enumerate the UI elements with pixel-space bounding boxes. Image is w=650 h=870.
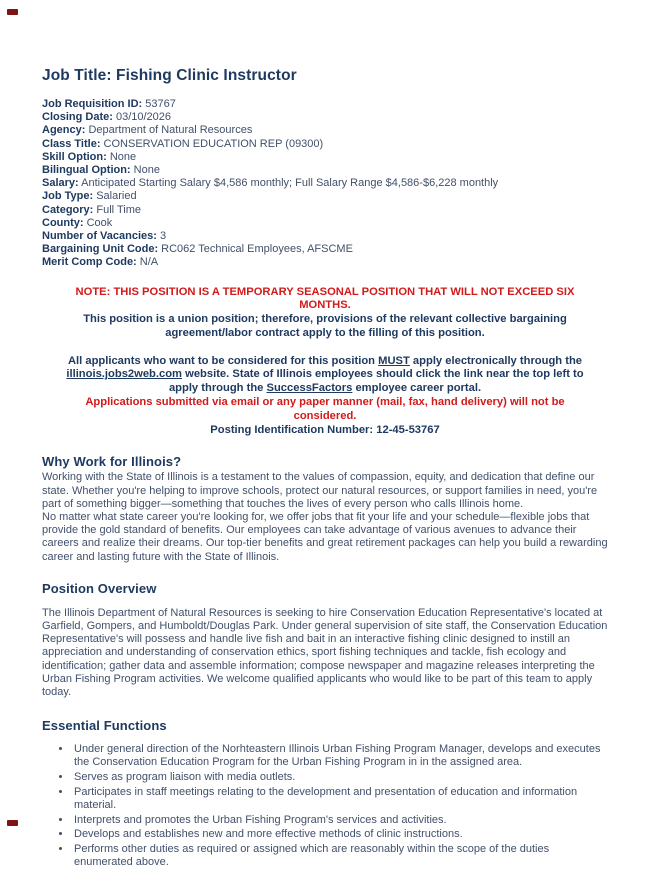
- detail-value: Salaried: [93, 190, 137, 203]
- essential-function-item: • Performs other duties as required or assigned which are reasonably within the scope of the duties enumerated above.: [72, 843, 608, 869]
- detail-line: [42, 164, 608, 177]
- detail-line: [42, 124, 608, 137]
- essential-function-item: • Participates in staff meetings relating to the development and presentation of education and information material.: [72, 786, 608, 812]
- jobs2web-link[interactable]: illinois.jobs2web.com: [66, 368, 183, 381]
- detail-line: [42, 177, 608, 190]
- detail-value: RC062 Technical Employees, AFSCME: [158, 243, 353, 256]
- detail-label: Job Type:: [42, 190, 94, 203]
- detail-line: [42, 138, 608, 151]
- job-details-list: [42, 98, 608, 270]
- spacer: [59, 341, 591, 355]
- detail-label: Merit Comp Code:: [42, 256, 137, 269]
- posting-id-text: Posting Identification Number: 12-45-53767: [210, 423, 440, 436]
- detail-label: County:: [42, 216, 84, 229]
- detail-label: Category:: [42, 203, 94, 216]
- detail-line: [42, 204, 608, 217]
- essential-function-item: • Develops and establishes new and more effective methods of clinic instructions.: [72, 828, 608, 841]
- section-heading-essential-functions: Essential Functions: [42, 718, 167, 734]
- detail-line: [42, 98, 608, 111]
- apply-instructions-text: [59, 355, 591, 396]
- seasonal-note-text: NOTE: THIS POSITION IS A TEMPORARY SEASONAL POSITION THAT WILL NOT EXCEED SIX MONTHS.: [75, 285, 575, 312]
- apply-text-segment: employee career portal.: [352, 382, 482, 395]
- detail-label: Number of Vacancies:: [42, 230, 157, 243]
- detail-label: Bilingual Option:: [42, 164, 131, 177]
- essential-functions-list: [42, 743, 608, 869]
- successfactors-link[interactable]: SuccessFactors: [266, 382, 353, 395]
- detail-value: 03/10/2026: [112, 111, 172, 124]
- union-position-text: This position is a union position; therefore, provisions of the relevant collective bargaining agreement/labor contract apply to the filling of this position.: [83, 313, 567, 340]
- position-overview-paragraph: The Illinois Department of Natural Resources is seeking to hire Conservation Education Representative's located at Garfield, Gompers, and Humboldt/Douglas Park. Under general supervision of site staff, the Conservation Education Representative's will possess and handle live fish and bait in an interactive fishing clinic designed to instill an appreciation and understanding of conservation ethics, sport fishing techniques and tackle, fish ecology and identification; gather data and assemble information; compose newspaper and magazine releases interpreting the Urban Fishing Program activities. We welcome qualified applicants who would like to be part of this team to apply today.: [42, 606, 608, 699]
- must-emphasis: MUST: [378, 354, 410, 367]
- detail-value: CONSERVATION EDUCATION REP (09300): [100, 137, 324, 150]
- no-paper-applications-text: Applications submitted via email or any paper manner (mail, fax, hand delivery) will not be considered.: [85, 396, 565, 422]
- section-heading-position-overview: Position Overview: [42, 580, 157, 596]
- page-title: Job Title: Fishing Clinic Instructor: [42, 67, 297, 84]
- section-heading-why-work: Why Work for Illinois?: [42, 454, 182, 470]
- detail-value: None: [106, 150, 137, 163]
- page-corner-mark-bottom: [7, 820, 18, 826]
- detail-value: None: [130, 164, 160, 177]
- detail-line: [42, 230, 608, 243]
- detail-label: Skill Option:: [42, 150, 107, 163]
- detail-line: [42, 243, 608, 256]
- apply-text-segment: apply electronically through the: [409, 354, 583, 367]
- page-corner-mark-top: [7, 9, 18, 15]
- detail-label: Job Requisition ID:: [42, 98, 143, 110]
- detail-value: 53767: [142, 98, 176, 110]
- why-work-paragraph-1: Working with the State of Illinois is a testament to the values of compassion, equity, and dedication that define our state. Whether you're helping to improve schools, protect our natural resources, or support families in need, you're part of something bigger—something that touches the lives of every person who calls Illinois home.: [42, 471, 598, 510]
- detail-value: Anticipated Starting Salary $4,586 monthly; Full Salary Range $4,586-$6,228 monthly: [78, 177, 499, 190]
- detail-label: Closing Date:: [42, 111, 113, 124]
- detail-line: [42, 217, 608, 230]
- detail-line: [42, 190, 608, 203]
- detail-label: Agency:: [42, 124, 86, 137]
- essential-function-item: • Serves as program liaison with media outlets.: [72, 771, 608, 784]
- detail-label: Bargaining Unit Code:: [42, 243, 159, 256]
- detail-value: 3: [156, 230, 167, 243]
- detail-line: [42, 151, 608, 164]
- detail-line: [42, 111, 608, 124]
- detail-value: Full Time: [93, 203, 142, 216]
- essential-function-item: • Under general direction of the Norhteastern Illinois Urban Fishing Program Manager, develops and executes the Conservation Education Program for the Urban Fishing Program in in the assigned area.: [72, 743, 608, 769]
- apply-text-segment: website. State of Illinois employees should click the link near the top left to apply through the: [168, 368, 584, 395]
- apply-text-segment: All applicants who want to be considered for this position: [67, 354, 379, 367]
- detail-line: [42, 256, 608, 269]
- detail-label: Salary:: [42, 177, 79, 190]
- detail-value: Cook: [83, 216, 113, 229]
- notice-block: [59, 286, 591, 438]
- essential-function-item: • Interprets and promotes the Urban Fishing Program's services and activities.: [72, 814, 608, 827]
- detail-label: Class Title:: [42, 137, 101, 150]
- detail-value: Department of Natural Resources: [85, 124, 253, 137]
- why-work-paragraph-2: No matter what state career you're looking for, we offer jobs that fit your life and your schedule—flexible jobs that provide the gold standard of benefits. Our employees can take advantage of various avenues to advance their careers and realize their dreams. Our top-tier benefits and great retirement packages can help you build a rewarding career and lasting future with the State of Illinois.: [42, 511, 608, 563]
- detail-value: N/A: [136, 256, 159, 269]
